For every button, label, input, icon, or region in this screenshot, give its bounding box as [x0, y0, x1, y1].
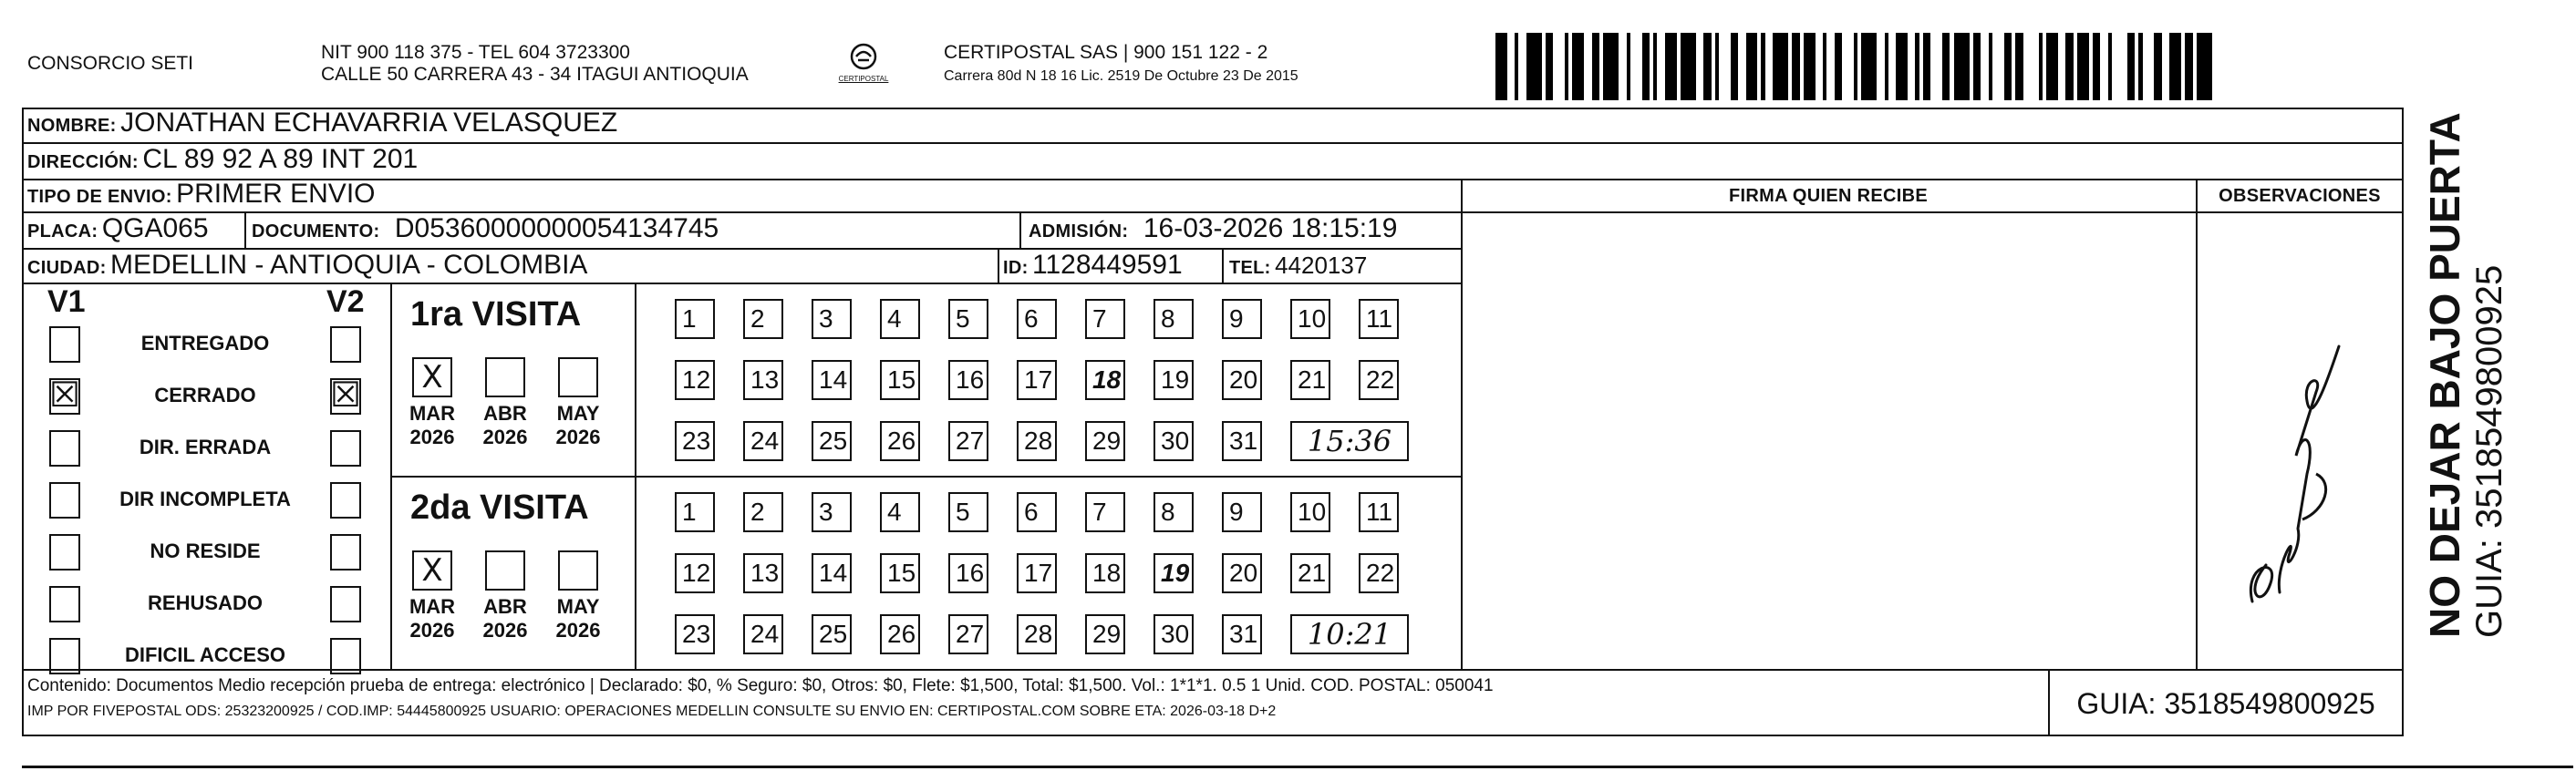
signature [2216, 292, 2380, 638]
status-label: NO RESIDE [150, 540, 261, 562]
side-guia: GUIA: 3518549800925 [2469, 264, 2509, 638]
day-box[interactable]: 9 [1222, 299, 1262, 339]
admision-value: 16-03-2026 18:15:19 [1143, 213, 1398, 243]
checkbox-mark [49, 636, 80, 673]
day-box[interactable]: 23 [675, 614, 715, 654]
barcode-space [1765, 33, 1773, 100]
barcode-space [1877, 33, 1884, 100]
day-box[interactable]: 22 [1359, 553, 1399, 593]
day-box[interactable]: 11 [1359, 299, 1399, 339]
month-checkbox[interactable] [558, 550, 598, 591]
month-checkbox[interactable] [485, 550, 525, 591]
v2-checkbox[interactable] [330, 534, 361, 571]
month-label: ABR [483, 595, 527, 618]
barcode-space [1630, 33, 1642, 100]
year-label: 2026 [555, 619, 601, 642]
status-label: DIR. ERRADA [139, 436, 272, 458]
nombre-label: NOMBRE: [27, 116, 117, 136]
day-box[interactable]: 25 [812, 614, 852, 654]
day-box[interactable]: 12 [675, 360, 715, 400]
documento-value: D05360000000054134745 [394, 213, 719, 243]
barcode-bar [1665, 33, 1677, 100]
day-box[interactable]: 21 [1290, 553, 1330, 593]
barcode-bar [2004, 33, 2012, 100]
barcode-bar [1973, 33, 1981, 100]
barcode-space [1908, 33, 1915, 100]
checkbox-mark [330, 584, 361, 621]
certipostal-line: CERTIPOSTAL SAS | 900 151 122 - 2 [944, 42, 1268, 63]
year-label: 2026 [409, 619, 455, 642]
day-box[interactable]: 7 [1085, 299, 1125, 339]
day-box[interactable]: 2 [743, 299, 783, 339]
day-box[interactable]: 4 [880, 299, 920, 339]
day-box[interactable]: 8 [1154, 492, 1194, 532]
barcode-space [1719, 33, 1731, 100]
footer-guia: GUIA: 3518549800925 [2076, 687, 2375, 720]
day-box[interactable]: 2 [743, 492, 783, 532]
barcode-space [1507, 33, 1515, 100]
day-box[interactable]: 24 [743, 614, 783, 654]
v2-checkbox[interactable] [330, 482, 361, 519]
no-dejar-warning: NO DEJAR BAJO PUERTA [2421, 112, 2468, 638]
placa-field [27, 213, 209, 249]
barcode-space [2058, 33, 2065, 100]
direccion-value: CL 89 92 A 89 INT 201 [142, 144, 419, 174]
checkbox-mark [330, 636, 361, 673]
barcode-bar [1746, 33, 1758, 100]
month-mark: X [421, 552, 443, 589]
day-box[interactable]: 16 [948, 360, 988, 400]
barcode-bar [2077, 33, 2089, 100]
checkbox-mark [330, 480, 361, 517]
barcode-bar [1703, 33, 1711, 100]
checkbox-mark [49, 532, 80, 569]
barcode-space [1992, 33, 2004, 100]
month-label: MAR [409, 595, 456, 618]
barcode-bar [1603, 33, 1619, 100]
status-label: DIFICIL ACCESO [124, 643, 285, 666]
day-box[interactable]: 18 [1085, 360, 1125, 400]
month-label: MAY [556, 595, 600, 618]
day-box[interactable]: 7 [1085, 492, 1125, 532]
barcode-bar [2015, 33, 2023, 100]
month-checkbox[interactable] [412, 550, 452, 591]
barcode-bar [1731, 33, 1738, 100]
ciudad-label: CIUDAD: [27, 258, 107, 278]
tel-value: 4420137 [1275, 252, 1368, 279]
barcode-bar [2127, 33, 2135, 100]
barcode-bar [2154, 33, 2161, 100]
barcode-bar [1773, 33, 1788, 100]
v1-checkbox[interactable] [49, 586, 80, 622]
v1-header: V1 [47, 284, 86, 319]
day-box[interactable]: 15 [880, 553, 920, 593]
tipo-field [27, 179, 376, 214]
ciudad-field [27, 250, 587, 285]
month-mark [560, 552, 596, 589]
month-mark [560, 359, 596, 396]
tel-field [1229, 250, 1367, 285]
barcode-bar [1642, 33, 1650, 100]
day-box[interactable]: 13 [743, 360, 783, 400]
barcode-space [1657, 33, 1664, 100]
v2-checkbox[interactable] [330, 326, 361, 363]
barcode-bar [1546, 33, 1553, 100]
barcode-bar [1526, 33, 1542, 100]
barcode-space [1738, 33, 1745, 100]
day-box[interactable]: 5 [948, 299, 988, 339]
day-box[interactable]: 28 [1017, 614, 1057, 654]
v1-checkbox[interactable] [49, 482, 80, 519]
year-label: 2026 [482, 619, 528, 642]
barcode-space [1842, 33, 1854, 100]
id-value: 1128449591 [1032, 250, 1183, 280]
barcode-space [2212, 33, 2219, 100]
day-box[interactable]: 4 [880, 492, 920, 532]
company-name: CONSORCIO SETI [27, 53, 194, 74]
status-label: CERRADO [154, 384, 256, 406]
day-box[interactable]: 19 [1154, 360, 1194, 400]
tipo-label: TIPO DE ENVIO: [27, 187, 172, 207]
barcode-space [1826, 33, 1834, 100]
certipostal-address: Carrera 80d N 18 16 Lic. 2519 De Octubre 23 De 2015 [944, 68, 1298, 84]
month-checkbox[interactable] [558, 357, 598, 397]
barcode-space [2143, 33, 2155, 100]
day-box[interactable]: 5 [948, 492, 988, 532]
barcode-bar [1681, 33, 1696, 100]
visit-title: 2da VISITA [410, 488, 589, 527]
placa-label: PLACA: [27, 221, 98, 242]
day-box[interactable]: 10 [1290, 299, 1330, 339]
barcode-bar [1592, 33, 1599, 100]
month-label: MAY [556, 402, 600, 425]
day-box[interactable]: 6 [1017, 492, 1057, 532]
documento-field [252, 213, 719, 249]
day-box[interactable]: 29 [1085, 614, 1125, 654]
v1-checkbox[interactable] [49, 326, 80, 363]
day-box[interactable]: 14 [812, 553, 852, 593]
observaciones-header: OBSERVACIONES [2219, 186, 2381, 206]
direccion-label: DIRECCIÓN: [27, 152, 139, 172]
barcode-bar [2065, 33, 2073, 100]
barcode-bar [1954, 33, 1970, 100]
id-field [1003, 250, 1183, 285]
v2-checkbox[interactable] [330, 375, 362, 415]
nombre-value: JONATHAN ECHAVARRIA VELASQUEZ [120, 108, 618, 138]
v2-checkbox[interactable] [330, 586, 361, 622]
day-box[interactable]: 31 [1222, 614, 1262, 654]
admision-field [1029, 213, 1397, 249]
barcode-bar [1835, 33, 1842, 100]
barcode [1495, 33, 2220, 100]
month-mark [487, 552, 523, 589]
barcode-bar [2185, 33, 2192, 100]
barcode-space [1553, 33, 1565, 100]
day-box[interactable]: 6 [1017, 299, 1057, 339]
checkbox-mark: ☒ [330, 375, 362, 415]
barcode-space [1619, 33, 1626, 100]
admision-label: ADMISIÓN: [1029, 221, 1129, 242]
day-box[interactable]: 20 [1222, 553, 1262, 593]
barcode-space [1696, 33, 1703, 100]
logo-text: CERTIPOSTAL [838, 75, 889, 83]
checkbox-mark [330, 428, 361, 465]
v1-checkbox[interactable] [49, 534, 80, 571]
barcode-bar [1495, 33, 1507, 100]
day-box[interactable]: 3 [812, 492, 852, 532]
ciudad-value: MEDELLIN - ANTIOQUIA - COLOMBIA [110, 250, 588, 280]
checkbox-mark: ☒ [49, 375, 81, 415]
day-box[interactable]: 18 [1085, 553, 1125, 593]
day-box[interactable]: 17 [1017, 360, 1057, 400]
month-mark: X [421, 359, 443, 396]
day-box[interactable]: 27 [948, 614, 988, 654]
day-box[interactable]: 22 [1359, 360, 1399, 400]
barcode-space [1888, 33, 1896, 100]
tel-label: TEL: [1229, 258, 1271, 278]
barcode-space [2112, 33, 2127, 100]
address-line: CALLE 50 CARRERA 43 - 34 ITAGUI ANTIOQUIA [321, 64, 749, 85]
barcode-space [1518, 33, 1526, 100]
day-box[interactable]: 1 [675, 492, 715, 532]
footer-line2: IMP POR FIVEPOSTAL ODS: 25323200925 / COD.IMP: 54445800925 USUARIO: OPERACIONES MEDELLIN CONSULTE SU ENVIO EN: CERTIPOSTAL.COM SOBRE ETA: 2026-03-18 D+2 [27, 704, 1277, 719]
day-box[interactable]: 30 [1154, 421, 1194, 461]
checkbox-mark [49, 480, 80, 517]
day-box[interactable]: 17 [1017, 553, 1057, 593]
barcode-space [2100, 33, 2107, 100]
day-box[interactable]: 13 [743, 553, 783, 593]
barcode-bar [1942, 33, 1950, 100]
day-box[interactable]: 8 [1154, 299, 1194, 339]
day-box[interactable]: 24 [743, 421, 783, 461]
month-label: MAR [409, 402, 456, 425]
barcode-space [1816, 33, 1823, 100]
placa-value: QGA065 [101, 213, 209, 243]
barcode-bar [1861, 33, 1877, 100]
v2-checkbox[interactable] [330, 430, 361, 467]
day-box[interactable]: 12 [675, 553, 715, 593]
day-box[interactable]: 27 [948, 421, 988, 461]
direccion-field [27, 144, 418, 180]
day-box[interactable]: 9 [1222, 492, 1262, 532]
v1-checkbox[interactable] [49, 375, 81, 415]
barcode-bar [2169, 33, 2181, 100]
day-box[interactable]: 15 [880, 360, 920, 400]
status-label: ENTREGADO [140, 332, 270, 355]
checkbox-mark [330, 324, 361, 361]
visit-time: 10:21 [1290, 614, 1409, 654]
day-box[interactable]: 31 [1222, 421, 1262, 461]
status-label: REHUSADO [148, 591, 263, 614]
visit-title: 1ra VISITA [410, 295, 582, 334]
v1-checkbox[interactable] [49, 430, 80, 467]
day-box[interactable]: 26 [880, 421, 920, 461]
day-box[interactable]: 10 [1290, 492, 1330, 532]
nit-line: NIT 900 118 375 - TEL 604 3723300 [321, 42, 630, 63]
day-box[interactable]: 16 [948, 553, 988, 593]
barcode-bar [2093, 33, 2100, 100]
id-label: ID: [1003, 258, 1029, 278]
day-box[interactable]: 29 [1085, 421, 1125, 461]
year-label: 2026 [555, 426, 601, 448]
tipo-value: PRIMER ENVIO [176, 179, 376, 209]
month-label: ABR [483, 402, 527, 425]
month-checkbox[interactable] [412, 357, 452, 397]
barcode-space [1584, 33, 1591, 100]
barcode-bar [1792, 33, 1799, 100]
documento-label: DOCUMENTO: [252, 221, 380, 242]
day-box[interactable]: 19 [1154, 553, 1194, 593]
nombre-field [27, 108, 617, 143]
side-text [2421, 112, 2521, 638]
barcode-bar [2046, 33, 2058, 100]
day-box[interactable]: 14 [812, 360, 852, 400]
day-box[interactable]: 30 [1154, 614, 1194, 654]
barcode-bar [2197, 33, 2212, 100]
certipostal-logo [832, 38, 895, 93]
day-box[interactable]: 11 [1359, 492, 1399, 532]
footer-line1: Contenido: Documentos Medio recepción prueba de entrega: electrónico | Declarado: $0, % Seguro: $0, Otros: $0, Flete: $1,500, Total: $1,500. Vol.: 1*1*1. 0.5 1 Unid. COD. POSTAL: 050041 [27, 676, 1494, 695]
month-mark [487, 359, 523, 396]
barcode-space [1930, 33, 1942, 100]
v2-header: V2 [326, 284, 365, 319]
barcode-bar [1572, 33, 1584, 100]
day-box[interactable]: 28 [1017, 421, 1057, 461]
status-label: DIR INCOMPLETA [119, 488, 291, 510]
checkbox-mark [49, 584, 80, 621]
visit-time: 15:36 [1290, 421, 1409, 461]
month-checkbox[interactable] [485, 357, 525, 397]
day-box[interactable]: 23 [675, 421, 715, 461]
year-label: 2026 [409, 426, 455, 448]
barcode-bar [1804, 33, 1816, 100]
barcode-space [1981, 33, 1988, 100]
barcode-bar [1923, 33, 1930, 100]
firma-header: FIRMA QUIEN RECIBE [1729, 186, 1928, 206]
day-box[interactable]: 3 [812, 299, 852, 339]
barcode-bar [1896, 33, 1908, 100]
day-box[interactable]: 26 [880, 614, 920, 654]
checkbox-mark [49, 428, 80, 465]
year-label: 2026 [482, 426, 528, 448]
checkbox-mark [49, 324, 80, 361]
day-box[interactable]: 25 [812, 421, 852, 461]
day-box[interactable]: 20 [1222, 360, 1262, 400]
day-box[interactable]: 1 [675, 299, 715, 339]
barcode-space [2162, 33, 2169, 100]
day-box[interactable]: 21 [1290, 360, 1330, 400]
checkbox-mark [330, 532, 361, 569]
barcode-space [2023, 33, 2039, 100]
